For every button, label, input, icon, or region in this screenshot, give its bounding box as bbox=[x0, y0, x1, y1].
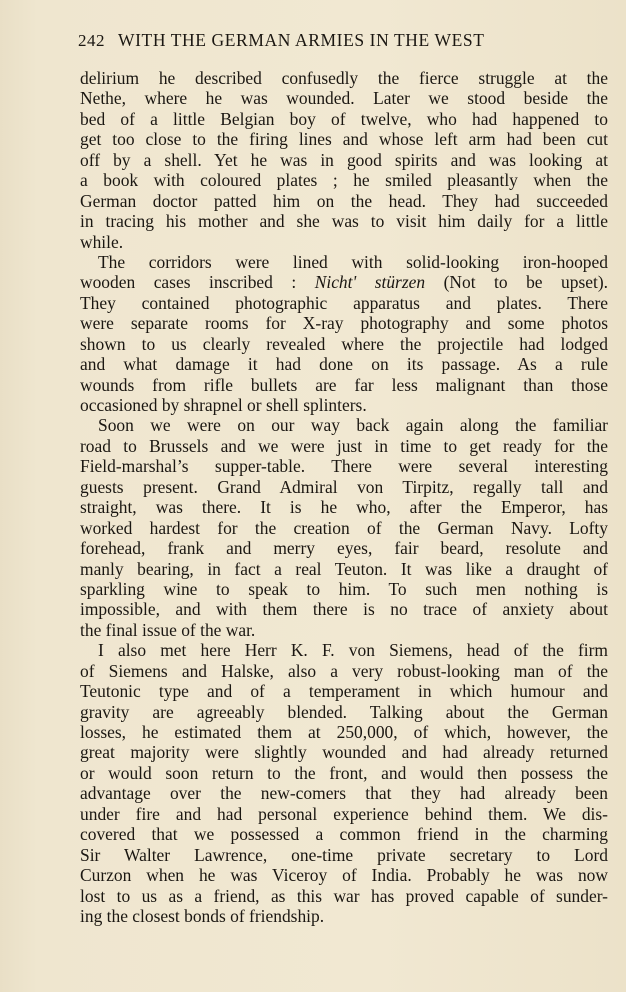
text-line: sparkling wine to speak to him. To such men nothing is bbox=[80, 578, 608, 599]
text-fragment: (Not to be upset). bbox=[425, 272, 608, 293]
text-line: losses, he estimated them at 250,000, of which, however, the bbox=[80, 722, 608, 742]
text-line: worked hardest for the creation of the German Navy. Lofty bbox=[80, 517, 608, 538]
text-line: were separate rooms for X-ray photography and some photos bbox=[80, 313, 608, 334]
text-line: wounds from rifle bullets are far less malignant than those bbox=[80, 374, 608, 395]
running-title: WITH THE GERMAN ARMIES IN THE WEST bbox=[118, 30, 485, 50]
text-line: straight, was there. It is he who, after the Emperor, has bbox=[80, 497, 608, 518]
text-line: lost to us as a friend, as this war has proved capable of sunder- bbox=[80, 885, 608, 906]
text-line: Field-marshal’s supper-table. There were several interesting bbox=[80, 456, 608, 477]
text-line: gravity are agreeably blended. Talking about the German bbox=[80, 701, 608, 722]
text-line: German doctor patted him on the head. They had succeeded bbox=[80, 190, 608, 211]
text-line: shown to us clearly revealed where the projectile had lodged bbox=[80, 333, 608, 354]
text-line: get too close to the firing lines and whose left arm had been cut bbox=[80, 129, 608, 150]
body-text bbox=[80, 68, 608, 926]
inscription-italic: Nicht' stürzen bbox=[314, 272, 426, 293]
text-line: Soon we were on our way back again along the familiar bbox=[98, 415, 608, 436]
page-number: 242 bbox=[78, 31, 105, 50]
text-line: Curzon when he was Viceroy of India. Probably he was now bbox=[80, 865, 608, 886]
text-line: I also met here Herr K. F. von Siemens, head of the firm bbox=[98, 640, 608, 661]
text-line: manly bearing, in fact a real Teuton. It was like a draught of bbox=[80, 558, 608, 579]
text-line: Nethe, where he was wounded. Later we stood beside the bbox=[80, 88, 608, 109]
running-header bbox=[78, 30, 608, 60]
text-line: Sir Walter Lawrence, one-time private secretary to Lord bbox=[80, 844, 608, 865]
text-line: of Siemens and Halske, also a very robust-looking man of the bbox=[80, 660, 608, 681]
text-line: bed of a little Belgian boy of twelve, who had happened to bbox=[80, 108, 608, 129]
text-line: They contained photographic apparatus and plates. There bbox=[80, 292, 608, 313]
text-line: Teutonic type and of a temperament in which humour and bbox=[80, 681, 608, 702]
text-line: occasioned by shrapnel or shell splinters. bbox=[80, 395, 367, 415]
text-line bbox=[80, 272, 608, 292]
text-line: while. bbox=[80, 231, 124, 252]
text-line: and what damage it had done on its passage. As a rule bbox=[80, 354, 608, 375]
text-line: great majority were slightly wounded and had already returned bbox=[80, 742, 608, 763]
text-fragment: wooden cases inscribed : bbox=[80, 272, 315, 293]
text-line: ing the closest bonds of friendship. bbox=[80, 905, 325, 926]
text-line: a book with coloured plates ; he smiled pleasantly when the bbox=[80, 170, 608, 191]
text-line: off by a shell. Yet he was in good spirits and was looking at bbox=[80, 149, 608, 170]
text-line: forehead, frank and merry eyes, fair beard, resolute and bbox=[80, 538, 608, 559]
text-line: impossible, and with them there is no trace of anxiety about bbox=[80, 599, 608, 620]
text-line: in tracing his mother and she was to visit him daily for a little bbox=[80, 211, 608, 232]
text-line: road to Brussels and we were just in time to get ready for the bbox=[80, 435, 608, 456]
text-line: The corridors were lined with solid-looking iron-hooped bbox=[98, 251, 608, 272]
text-line: the final issue of the war. bbox=[80, 619, 256, 640]
text-line: or would soon return to the front, and would then possess the bbox=[80, 762, 608, 783]
text-line: under fire and had personal experience behind them. We dis- bbox=[80, 803, 608, 824]
text-line: delirium he described confusedly the fierce struggle at the bbox=[80, 68, 608, 88]
text-line: guests present. Grand Admiral von Tirpitz, regally tall and bbox=[80, 476, 608, 497]
text-line: covered that we possessed a common friend in the charming bbox=[80, 824, 608, 845]
text-line: advantage over the new-comers that they had already been bbox=[80, 783, 608, 804]
